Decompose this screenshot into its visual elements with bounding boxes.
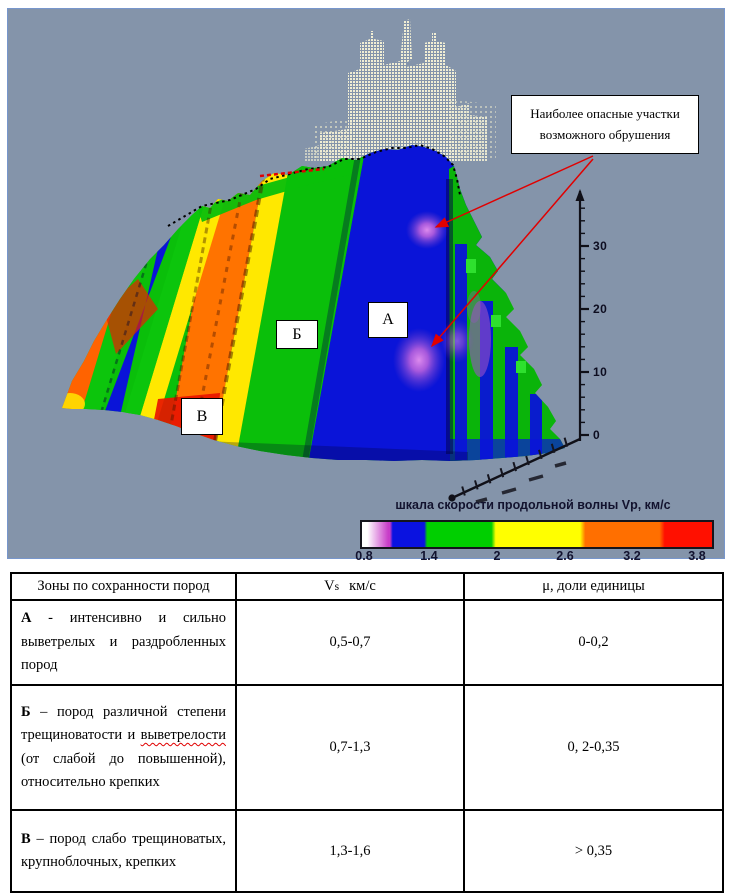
colorbar-tick-0: 0.8 [355, 549, 373, 563]
axis-tick-20: 20 [593, 302, 608, 316]
annotation-box [511, 95, 699, 154]
colorbar-tick-3: 2.6 [556, 549, 574, 563]
zone-b-mu: 0, 2-0,35 [464, 685, 723, 810]
colorbar-title: шкала скорости продольной волны Vp, км/с [395, 498, 671, 512]
axis-tick-30: 30 [593, 239, 608, 253]
misspelled-word: выветрелости [140, 727, 226, 744]
colorbar-gradient [360, 520, 714, 549]
table-row-a [11, 600, 723, 685]
zone-b-description: Б – пород различной степени трещиноватости и выветрелости (от слабой до повышенной), относительно крепких [11, 685, 236, 810]
hazard-blob-upper [406, 211, 448, 249]
zone-marker-b: Б [276, 320, 318, 349]
rock-mass-3d [40, 129, 588, 474]
velocity-colorbar [344, 498, 722, 563]
header-zones: Зоны по сохранности пород [11, 573, 236, 600]
axis-tick-0: 0 [593, 428, 601, 442]
annotation-line2: возможного обрушения [539, 127, 671, 143]
figure-graphics [8, 9, 724, 558]
table-row-b [11, 685, 723, 810]
table-row-v [11, 810, 723, 892]
colorbar-tick-2: 2 [493, 549, 501, 563]
seismic-figure-panel [7, 8, 725, 563]
vertical-axis [576, 189, 590, 441]
zone-v-description: В – пород слабо трещиноватых, крупноблочных, крепких [11, 810, 236, 892]
colorbar-tick-4: 3.2 [623, 549, 641, 563]
zones-table [10, 572, 724, 893]
zone-a-vs: 0,5-0,7 [236, 600, 464, 685]
annotation-line1: Наиболее опасные участки [530, 106, 680, 121]
header-vs: Vs км/с [236, 573, 464, 600]
colorbar-tick-1: 1.4 [420, 549, 438, 563]
zone-b-vs: 0,7-1,3 [236, 685, 464, 810]
axis-tick-10: 10 [593, 365, 608, 379]
zone-a-mu: 0-0,2 [464, 600, 723, 685]
zone-a-description: А - интенсивно и сильно выветрелых и раздробленных пород [11, 600, 236, 685]
zone-marker-v: В [181, 398, 223, 435]
castle-point-cloud [304, 19, 496, 161]
table-header-row [11, 573, 723, 600]
header-mu: μ, доли единицы [464, 573, 723, 600]
zone-marker-a: А [368, 302, 408, 338]
colorbar-tick-5: 3.8 [688, 549, 706, 563]
zone-v-mu: > 0,35 [464, 810, 723, 892]
zone-v-vs: 1,3-1,6 [236, 810, 464, 892]
